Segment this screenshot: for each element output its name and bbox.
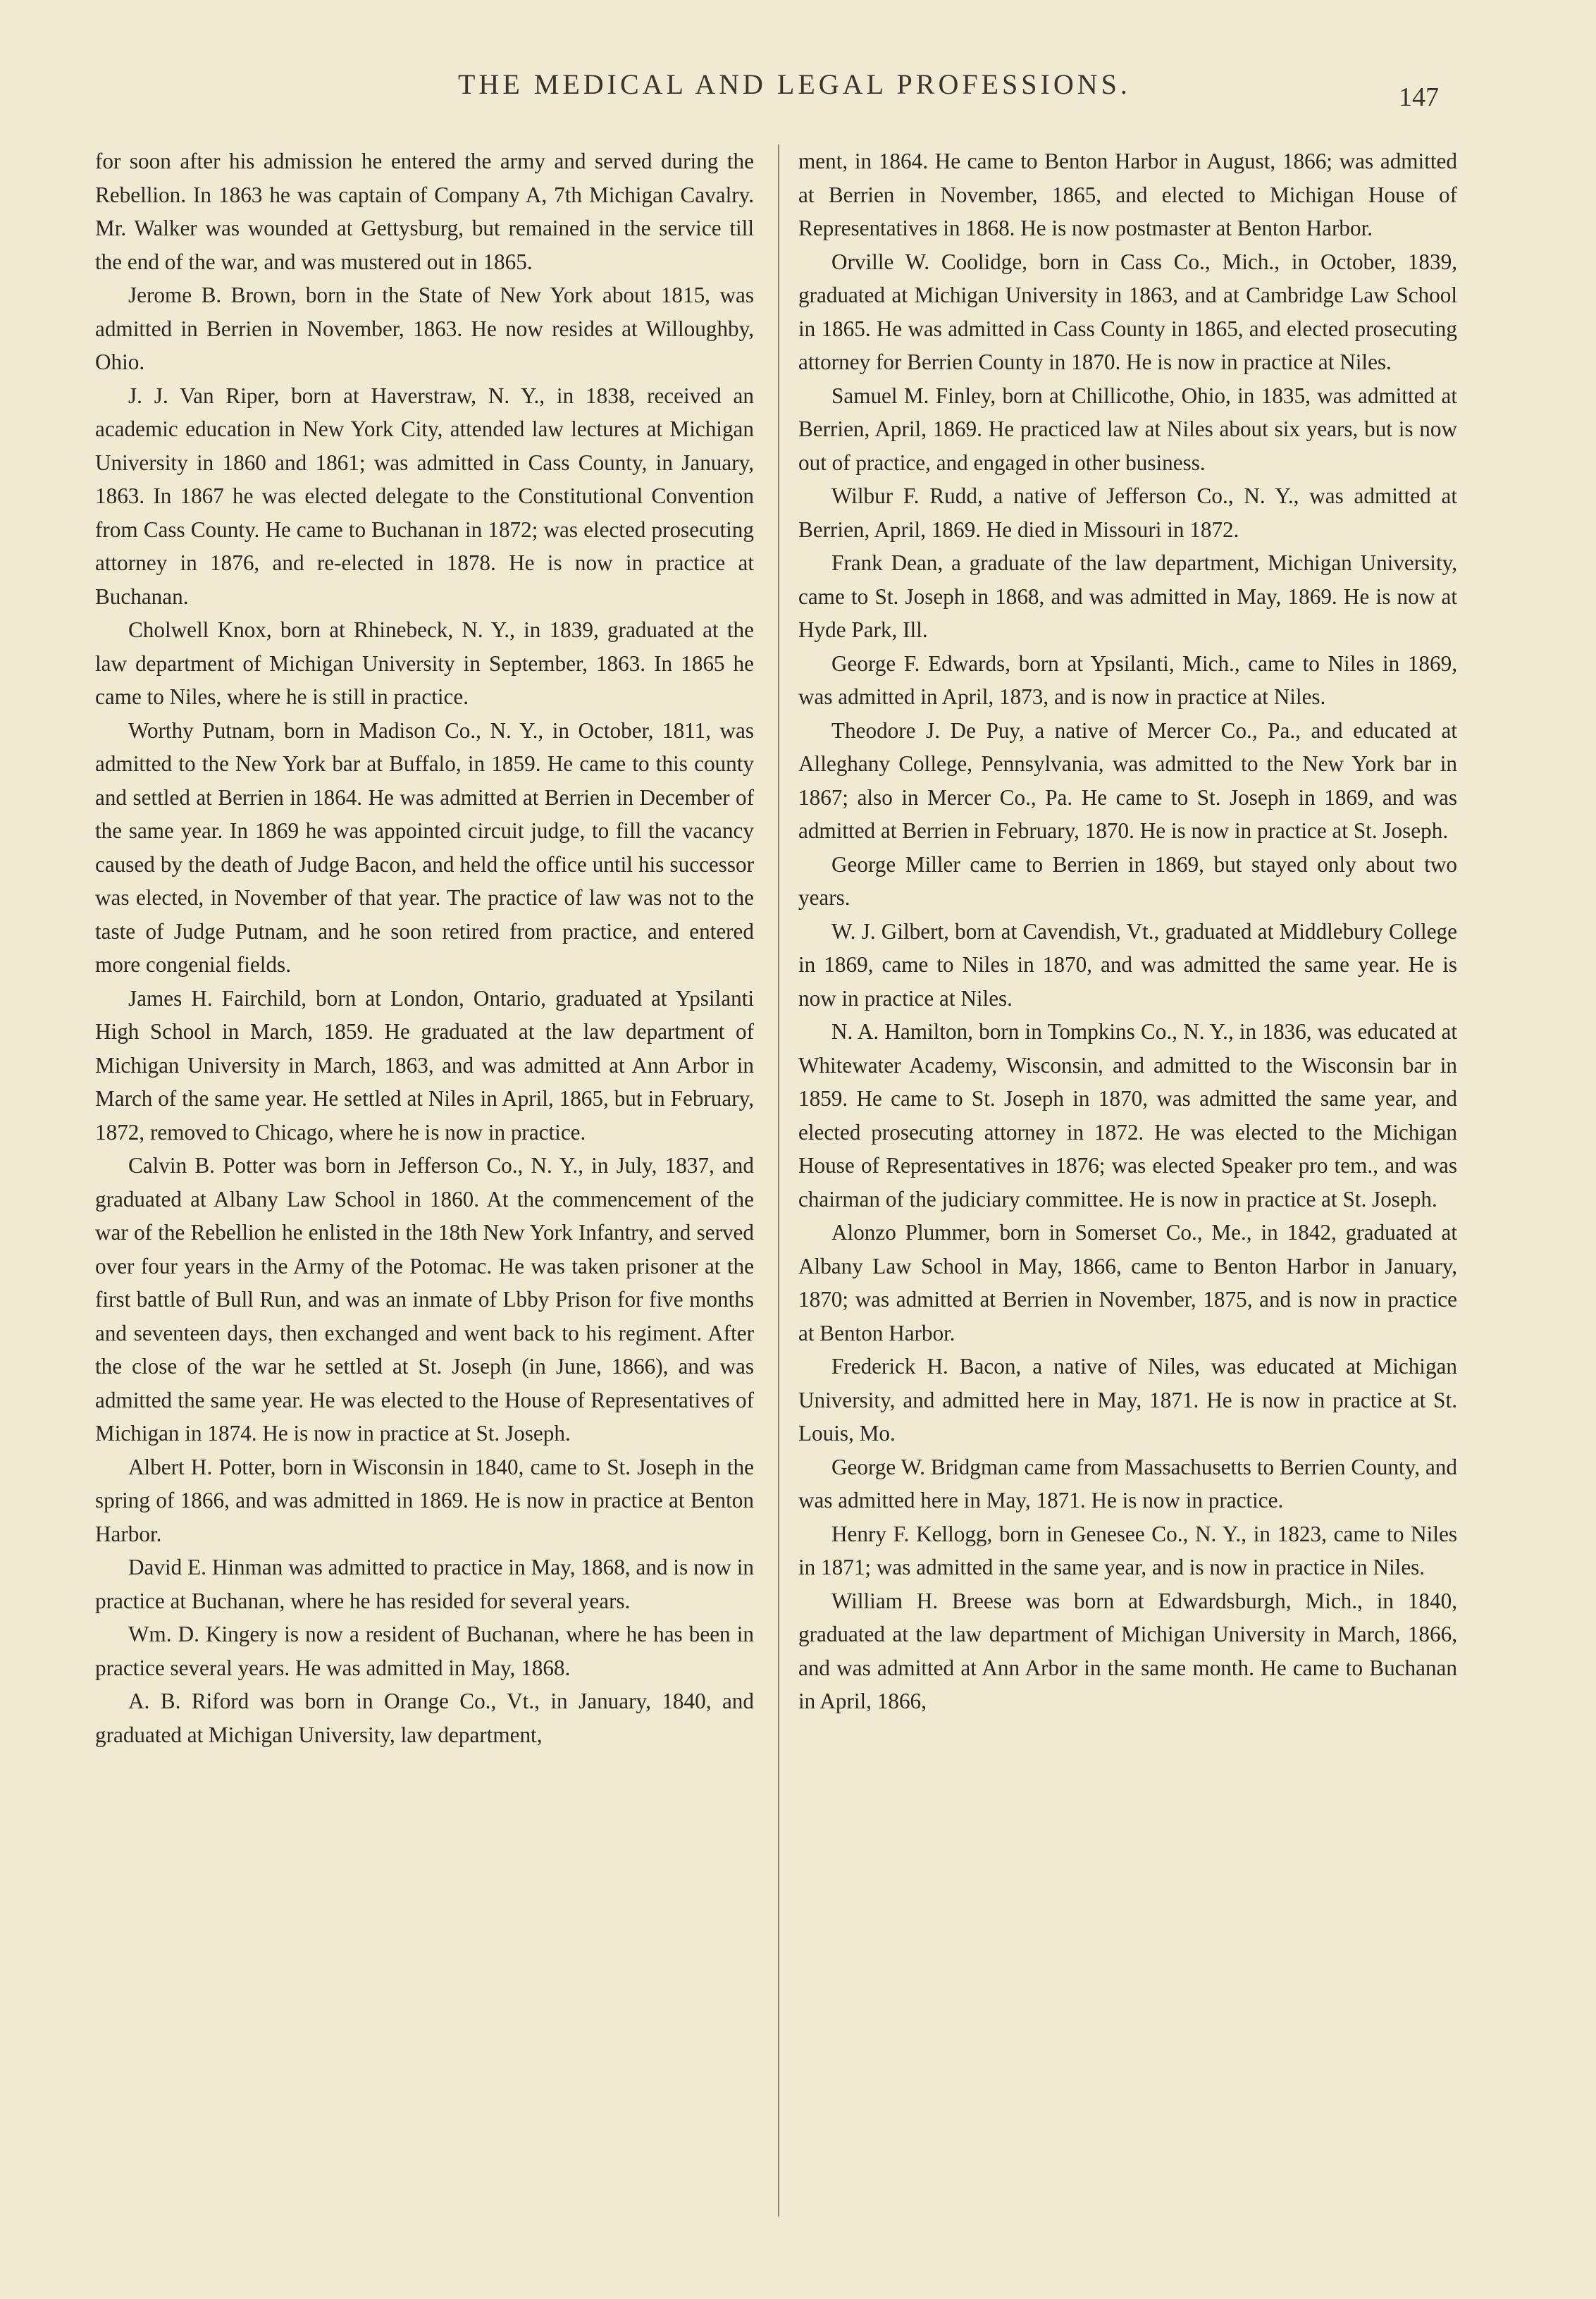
paragraph: Frank Dean, a graduate of the law department, Michigan University, came to St. Joseph in 1868, and was admitted in May, 1869. He is now at Hyde Park, Ill.	[798, 550, 1457, 642]
paragraph: William H. Breese was born at Edwardsburgh, Mich., in 1840, graduated at the law department of Michigan University in March, 1866, and was admitted at Ann Arbor in the same month. He came to Buchanan in April, 1866,	[798, 1588, 1457, 1713]
paragraph: James H. Fairchild, born at London, Ontario, graduated at Ypsilanti High School in March, 1859. He graduated at the law department of Michigan University in March, 1863, and was admitted at Ann Arbor in March of the same year. He settled at Niles in April, 1865, but in February, 1872, removed to Chicago, where he is now in practice.	[95, 985, 754, 1145]
paragraph: ment, in 1864. He came to Benton Harbor in August, 1866; was admitted at Berrien in November, 1865, and elected to Michigan House of Representatives in 1868. He is now postmaster at Benton Harbor.	[798, 149, 1457, 240]
paragraph: George F. Edwards, born at Ypsilanti, Mich., came to Niles in 1869, was admitted in April, 1873, and is now in practice at Niles.	[798, 651, 1457, 709]
page-header	[0, 68, 1596, 110]
paragraph: Samuel M. Finley, born at Chillicothe, Ohio, in 1835, was admitted at Berrien, April, 1869. He practiced law at Niles about six years, but is now out of practice, and engaged in other business.	[798, 383, 1457, 475]
paragraph: George Miller came to Berrien in 1869, but stayed only about two years.	[798, 851, 1457, 910]
paragraph: Calvin B. Potter was born in Jefferson Co., N. Y., in July, 1837, and graduated at Albany Law School in 1860. At the commencement of the war of the Rebellion he enlisted in the 18th New York Infantry, and served over four years in the Army of the Potomac. He was taken prisoner at the first battle of Bull Run, and was an inmate of Lbby Prison for five months and seventeen days, then exchanged and went back to his regiment. After the close of the war he settled at St. Joseph (in June, 1866), and was admitted the same year. He was elected to the House of Representatives of Michigan in 1874. He is now in practice at St. Joseph.	[95, 1153, 754, 1446]
paragraph: Theodore J. De Puy, a native of Mercer Co., Pa., and educated at Alleghany College, Pennsylvania, was admitted to the New York bar in 1867; also in Mercer Co., Pa. He came to St. Joseph in 1869, and was admitted at Berrien in February, 1870. He is now in practice at St. Joseph.	[798, 717, 1457, 843]
paragraph: Frederick H. Bacon, a native of Niles, was educated at Michigan University, and admitted here in May, 1871. He is now in practice at St. Louis, Mo.	[798, 1354, 1457, 1446]
paragraph: George W. Bridgman came from Massachusetts to Berrien County, and was admitted here in May, 1871. He is now in practice.	[798, 1454, 1457, 1512]
paragraph: for soon after his admission he entered the army and served during the Rebellion. In 1863 he was captain of Company A, 7th Michigan Cavalry. Mr. Walker was wounded at Gettysburg, but remained in the service till the end of the war, and was mustered out in 1865.	[95, 149, 754, 274]
paragraph: Worthy Putnam, born in Madison Co., N. Y., in October, 1811, was admitted to the New York bar at Buffalo, in 1859. He came to this county and settled at Berrien in 1864. He was admitted at Berrien in December of the same year. In 1869 he was appointed circuit judge, to fill the vacancy caused by the death of Judge Bacon, and held the office until his successor was elected, in November of that year. The practice of law was not to the taste of Judge Putnam, and he soon retired from practice, and entered more congenial fields.	[95, 717, 754, 977]
paragraph: A. B. Riford was born in Orange Co., Vt., in January, 1840, and graduated at Michigan University, law department,	[95, 1689, 754, 1747]
paragraph: Jerome B. Brown, born in the State of New York about 1815, was admitted in Berrien in November, 1863. He now resides at Willoughby, Ohio.	[95, 283, 754, 374]
paragraph: Henry F. Kellogg, born in Genesee Co., N. Y., in 1823, came to Niles in 1871; was admitted in the same year, and is now in practice in Niles.	[798, 1521, 1457, 1579]
paragraph: W. J. Gilbert, born at Cavendish, Vt., graduated at Middlebury College in 1869, came to Niles in 1870, and was admitted the same year. He is now in practice at Niles.	[798, 918, 1457, 1011]
column-divider	[778, 144, 779, 2217]
right-column	[798, 144, 1457, 1718]
paragraph: Cholwell Knox, born at Rhinebeck, N. Y., in 1839, graduated at the law department of Michigan University in September, 1863. In 1865 he came to Niles, where he is still in practice.	[95, 617, 754, 709]
paragraph: David E. Hinman was admitted to practice in May, 1868, and is now in practice at Buchanan, where he has resided for several years.	[95, 1555, 754, 1613]
paragraph: Orville W. Coolidge, born in Cass Co., Mich., in October, 1839, graduated at Michigan University in 1863, and at Cambridge Law School in 1865. He was admitted in Cass County in 1865, and elected prosecuting attorney for Berrien County in 1870. He is now in practice at Niles.	[798, 249, 1457, 374]
left-column	[95, 144, 754, 1751]
paragraph: Albert H. Potter, born in Wisconsin in 1840, came to St. Joseph in the spring of 1866, and was admitted in 1869. He is now in practice at Benton Harbor.	[95, 1454, 754, 1546]
running-title: THE MEDICAL AND LEGAL PROFESSIONS.	[458, 68, 1131, 100]
page-number: 147	[1399, 82, 1439, 112]
paragraph: J. J. Van Riper, born at Haverstraw, N. Y., in 1838, received an academic education in New York City, attended law lectures at Michigan University in 1860 and 1861; was admitted in Cass County, in January, 1863. In 1867 he was elected delegate to the Constitutional Convention from Cass County. He came to Buchanan in 1872; was elected prosecuting attorney in 1876, and re-elected in 1878. He is now in practice at Buchanan.	[95, 383, 754, 609]
paragraph: Wilbur F. Rudd, a native of Jefferson Co., N. Y., was admitted at Berrien, April, 1869. He died in Missouri in 1872.	[798, 483, 1457, 542]
paragraph: N. A. Hamilton, born in Tompkins Co., N. Y., in 1836, was educated at Whitewater Academy, Wisconsin, and admitted to the Wisconsin bar in 1859. He came to St. Joseph in 1870, was admitted the same year, and elected prosecuting attorney in 1872. He was elected to the Michigan House of Representatives in 1876; was elected Speaker pro tem., and was chairman of the judiciary committee. He is now in practice at St. Joseph.	[798, 1019, 1457, 1212]
paragraph: Alonzo Plummer, born in Somerset Co., Me., in 1842, graduated at Albany Law School in May, 1866, came to Benton Harbor in January, 1870; was admitted at Berrien in November, 1875, and is now in practice at Benton Harbor.	[798, 1220, 1457, 1345]
paragraph: Wm. D. Kingery is now a resident of Buchanan, where he has been in practice several years. He was admitted in May, 1868.	[95, 1622, 754, 1680]
